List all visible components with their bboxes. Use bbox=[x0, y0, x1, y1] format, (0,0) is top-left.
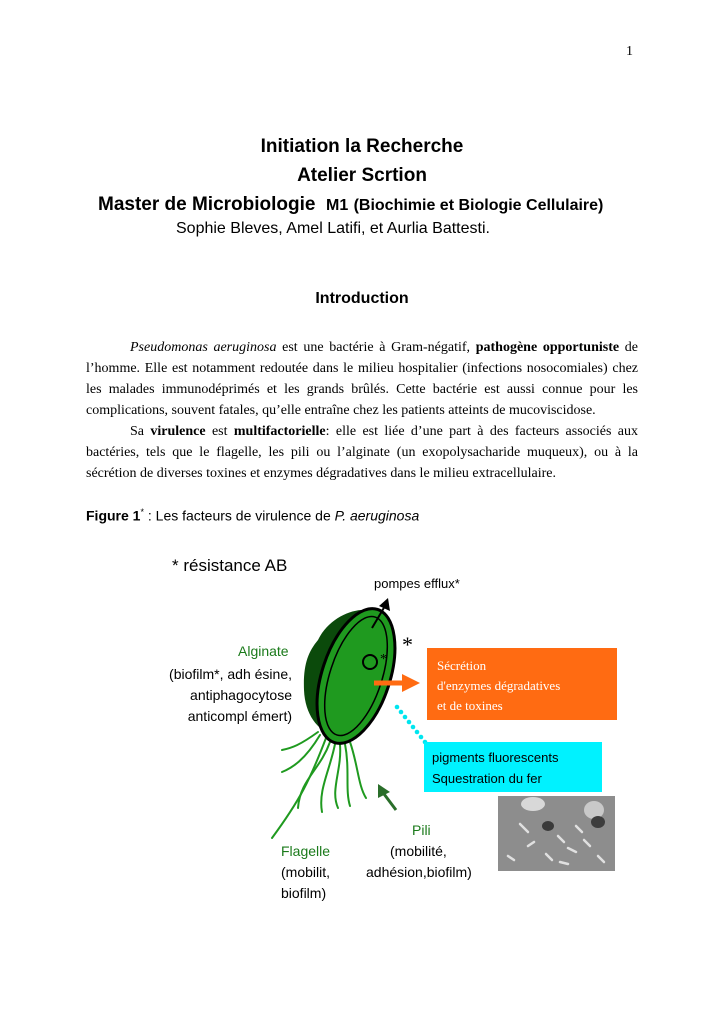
figure-caption-text: : Les facteurs de virulence de bbox=[143, 507, 335, 524]
pigments-line-2: Squestration du fer bbox=[432, 771, 542, 786]
alginate-title: Alginate bbox=[238, 643, 289, 659]
figure-superscript: * bbox=[140, 507, 144, 517]
pili-title: Pili bbox=[412, 822, 431, 838]
flagella bbox=[272, 732, 366, 838]
alginate-description bbox=[164, 664, 292, 727]
alginate-line-1: (biofilm*, adh ésine, bbox=[169, 666, 292, 682]
title-line-3-main: Master de Microbiologie bbox=[98, 194, 316, 215]
alginate-line-3: anticompl émert) bbox=[187, 708, 292, 724]
title-line-2: Atelier Scrtion bbox=[297, 165, 427, 186]
pili-line-2: adhésion,biofilm) bbox=[366, 864, 472, 880]
para1-text-a: est une bactérie à Gram-négatif, bbox=[276, 340, 476, 355]
secretion-line-2: d'enzymes dégradatives bbox=[437, 678, 561, 693]
page-number: 1 bbox=[626, 44, 633, 59]
star-small: * bbox=[380, 652, 387, 667]
pigments-line-1: pigments fluorescents bbox=[432, 750, 559, 765]
introduction-heading: Introduction bbox=[315, 290, 409, 307]
para2-text-b: est bbox=[205, 424, 234, 439]
pili-arrow bbox=[384, 794, 396, 810]
species-name: Pseudomonas aeruginosa bbox=[130, 340, 277, 355]
microscopy-image bbox=[498, 796, 615, 871]
para1-bold: pathogène opportuniste bbox=[475, 340, 620, 355]
flagelle-title: Flagelle bbox=[281, 843, 331, 859]
resistance-label: * résistance AB bbox=[172, 556, 288, 575]
secretion-line-3: et de toxines bbox=[437, 698, 503, 713]
secretion-line-1: Sécrétion bbox=[437, 658, 487, 673]
para2-text-c: : elle est liée d’une part à des facteurs associés aux bactéries, tels que le flagelle, les pili ou l’alginate (un exopolysacharide muqueux), ou à la sécrétion de diverses toxines et enzymes dégradatives dans le milieu extracellulaire. bbox=[86, 424, 638, 481]
alginate-line-2: antiphagocytose bbox=[190, 687, 292, 703]
figure-label: Figure 1 bbox=[86, 507, 141, 524]
secretion-box bbox=[427, 648, 617, 720]
figure-caption-species: P. aeruginosa bbox=[334, 507, 420, 524]
secretion-arrow-head bbox=[402, 674, 420, 692]
para2-bold-1: virulence bbox=[150, 424, 206, 439]
authors: Sophie Bleves, Amel Latifi, et Aurlia Battesti. bbox=[176, 220, 490, 237]
title-line-3-paren: (Biochimie et Biologie Cellulaire) bbox=[353, 197, 604, 214]
microscopy-drawing bbox=[498, 796, 615, 871]
pigments-box bbox=[424, 742, 602, 792]
flagelle-line-1: (mobilit, bbox=[281, 864, 331, 880]
pili-line-1: (mobilité, bbox=[390, 843, 447, 859]
pigments-dots bbox=[395, 705, 428, 745]
para1-text-b: de l’homme. Elle est notamment redoutée dans le milieu hospitalier (infections nosocomiales) chez les malades immunodéprimés et les grands brûlés. Cette bactérie est aussi connue pour les complications, souvent fatales, qu’elle entraîne chez les patients atteints de mucoviscidose. bbox=[86, 340, 639, 418]
star-large: * bbox=[402, 632, 413, 657]
para2-text-a: Sa bbox=[130, 424, 151, 439]
flagelle-line-2: biofilm) bbox=[281, 885, 327, 901]
title-line-1: Initiation la Recherche bbox=[260, 136, 464, 157]
pompes-efflux-label: pompes efflux* bbox=[374, 576, 460, 591]
title-line-3-m1: M1 bbox=[326, 197, 349, 214]
para2-bold-2: multifactorielle bbox=[233, 424, 326, 439]
